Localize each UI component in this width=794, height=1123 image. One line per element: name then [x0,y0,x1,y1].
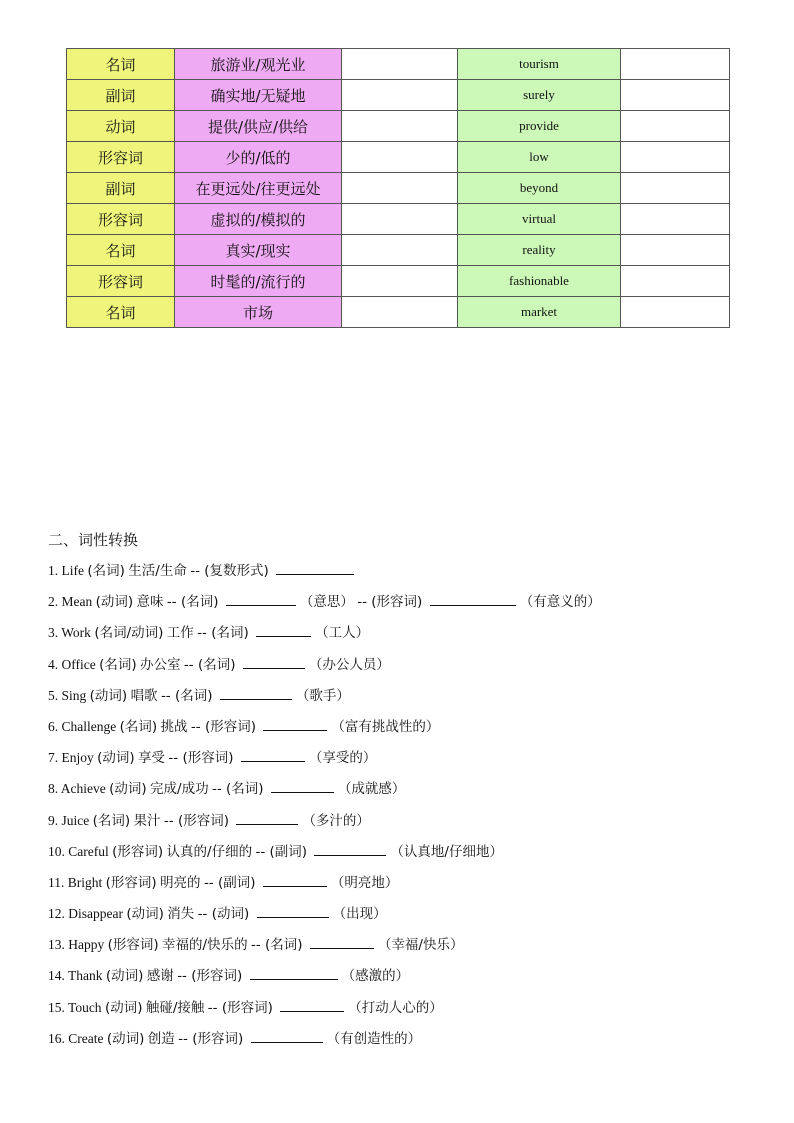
vocab-chinese-cell: 旅游业/观光业 [175,49,342,80]
exercise-item [48,715,778,746]
exercise-pos: (动词) [106,1030,145,1047]
exercise-pos: (动词) [105,968,144,985]
exercise-pos: (形容词) [112,843,164,860]
vocab-pos-cell: 副词 [67,173,175,204]
vocab-chinese-cell: 时髦的/流行的 [175,266,342,297]
exercise-word: Challenge [61,718,117,734]
exercise-number: 14. [48,968,65,984]
answer-blank[interactable] [251,1027,323,1043]
exercise-item [48,746,778,777]
exercise-number: 13. [48,937,65,953]
exercise-item [48,653,778,684]
exercise-pos: (动词) [89,687,128,704]
vocab-table [66,48,730,328]
exercise-hint: （打动人心的） [348,999,443,1016]
vocab-answer-blank[interactable] [342,49,458,80]
exercise-hint: （意思） [299,594,354,611]
vocab-english-cell: virtual [458,204,621,235]
vocab-row [67,266,730,297]
vocab-answer-blank[interactable] [621,204,730,235]
exercise-number: 11. [48,874,65,890]
exercise-target-pos: -- (形容词) [178,1030,244,1047]
exercise-item [48,684,778,715]
section-title: 二、词性转换 [48,531,139,549]
exercise-pos: (动词) [109,781,147,798]
exercise-target-pos: -- (副词) [203,874,256,891]
exercise-meaning: 感谢 [146,968,174,985]
exercise-target-pos: -- (形容词) [163,812,229,829]
vocab-row [67,142,730,173]
exercise-number: 16. [48,1030,65,1046]
exercise-word: Work [61,625,91,641]
vocab-chinese-cell: 少的/低的 [175,142,342,173]
vocab-english-cell: surely [458,80,621,111]
exercise-hint: （有创造性的） [326,1030,422,1047]
exercise-hint: （感激的） [341,968,410,985]
vocab-english-cell: beyond [458,173,621,204]
vocab-row [67,111,730,142]
exercise-item [48,621,778,652]
vocab-answer-blank[interactable] [342,297,458,328]
exercise-hint: （多汁的） [302,812,370,829]
exercise-meaning: 意味 [136,594,164,611]
vocab-pos-cell: 动词 [67,111,175,142]
answer-blank[interactable] [271,777,334,793]
vocab-answer-blank[interactable] [621,266,730,297]
answer-blank[interactable] [263,715,327,731]
exercise-word: Life [61,563,84,578]
exercise-word: Happy [68,937,105,953]
vocab-answer-blank[interactable] [621,142,730,173]
vocab-answer-blank[interactable] [342,80,458,111]
vocab-answer-blank[interactable] [621,80,730,111]
exercise-target-pos: -- (动词) [197,906,250,923]
exercise-item [48,902,778,933]
exercise-word: Office [61,656,96,672]
exercise-pos: (形容词) [105,874,157,891]
vocab-english-cell: reality [458,235,621,266]
vocab-chinese-cell: 提供/供应/供给 [175,111,342,142]
exercise-hint: （出现） [332,906,387,923]
vocab-answer-blank[interactable] [342,173,458,204]
exercise-item [48,871,778,902]
exercise-hint-2: （有意义的） [519,594,601,611]
exercise-number: 12. [48,906,65,922]
vocab-row [67,173,730,204]
answer-blank[interactable] [236,809,298,825]
exercise-word: Thank [68,968,103,984]
answer-blank[interactable] [257,902,329,918]
vocab-pos-cell: 名词 [67,235,175,266]
exercise-number: 3. [48,625,59,641]
exercise-number: 15. [48,999,65,1015]
exercise-word: Disappear [68,906,123,922]
exercise-hint: （富有挑战性的） [331,718,440,735]
exercise-word: Create [68,1030,104,1046]
exercise-pos: (名词) [119,718,158,735]
answer-blank[interactable] [226,590,296,606]
vocab-pos-cell: 副词 [67,80,175,111]
exercise-pos: (名词) [99,656,137,673]
vocab-chinese-cell: 市场 [175,297,342,328]
exercise-pos: (动词) [126,906,164,923]
word-form-section [48,528,778,1058]
exercise-meaning: 挑战 [160,718,188,735]
answer-blank[interactable] [256,621,311,637]
vocab-english-cell: provide [458,111,621,142]
exercise-pos: (形容词) [107,937,159,954]
exercise-target-pos: -- (名词) [250,937,303,954]
vocab-english-cell: tourism [458,49,621,80]
exercise-target-pos: -- (名词) [197,625,249,642]
exercise-target-pos: -- (形容词) [168,750,234,767]
exercise-hint: （享受的） [308,750,377,767]
vocab-pos-cell: 形容词 [67,204,175,235]
exercise-pos: (名词) [87,563,125,579]
exercise-item [48,1027,778,1058]
vocab-row [67,235,730,266]
exercise-meaning: 生活/生命 [128,563,187,579]
exercise-hint: （办公人员） [308,656,390,673]
exercise-target-pos: -- (形容词) [177,968,243,985]
vocab-answer-blank[interactable] [621,49,730,80]
vocab-row [67,204,730,235]
vocab-answer-blank[interactable] [621,111,730,142]
vocab-english-cell: fashionable [458,266,621,297]
vocab-pos-cell: 形容词 [67,142,175,173]
vocab-row [67,49,730,80]
exercise-target-pos-2: -- (形容词) [357,594,423,611]
answer-blank[interactable] [220,684,292,700]
vocab-pos-cell: 形容词 [67,266,175,297]
exercise-hint: （明亮地） [330,874,399,891]
exercise-word: Sing [61,687,87,703]
exercise-hint: （认真地/仔细地） [390,843,503,860]
answer-blank[interactable] [250,964,338,980]
exercise-number: 5. [48,687,59,703]
answer-blank[interactable] [243,653,305,669]
exercise-meaning: 完成/成功 [150,781,209,798]
answer-blank[interactable] [241,746,305,762]
exercise-number: 10. [48,843,65,859]
vocab-english-cell: market [458,297,621,328]
vocab-answer-blank[interactable] [621,235,730,266]
vocab-chinese-cell: 在更远处/往更远处 [175,173,342,204]
exercise-pos: (动词) [95,594,134,611]
vocab-answer-blank[interactable] [342,266,458,297]
exercise-number: 7. [48,750,59,766]
exercise-item [48,964,778,995]
answer-blank[interactable] [280,996,344,1012]
vocab-english-cell: low [458,142,621,173]
exercise-target-pos: -- (名词) [183,656,236,673]
exercise-number: 2. [48,594,59,610]
exercise-meaning: 工作 [166,625,194,642]
exercise-number: 9. [48,812,59,828]
exercise-word: Mean [61,594,93,610]
exercise-meaning: 明亮的 [160,874,201,891]
vocab-answer-blank[interactable] [342,204,458,235]
exercise-target-pos: -- (副词) [255,843,308,860]
exercise-meaning: 认真的/仔细的 [166,843,253,860]
exercise-number: 6. [48,718,59,734]
vocab-pos-cell: 名词 [67,49,175,80]
answer-blank[interactable] [314,840,386,856]
exercise-item [48,559,778,590]
exercise-list [48,559,778,1058]
exercise-target-pos: -- (名词) [166,594,219,611]
exercise-meaning: 果汁 [133,812,161,829]
vocab-chinese-cell: 确实地/无疑地 [175,80,342,111]
vocab-answer-blank[interactable] [621,297,730,328]
exercise-word: Touch [68,999,102,1015]
vocab-answer-blank[interactable] [342,111,458,142]
exercise-meaning: 创造 [147,1030,175,1047]
exercise-word: Bright [67,874,103,890]
exercise-pos: (名词/动词) [94,625,164,642]
exercise-word: Juice [61,812,90,828]
exercise-meaning: 享受 [138,750,166,767]
exercise-word: Achieve [60,781,106,797]
exercise-item [48,996,778,1027]
exercise-item [48,590,778,621]
exercise-meaning: 触碰/接触 [145,999,205,1016]
exercise-meaning: 幸福的/快乐的 [162,937,248,954]
answer-blank[interactable] [310,933,374,949]
exercise-hint: （幸福/快乐） [377,937,464,954]
answer-blank[interactable] [276,559,354,575]
exercise-item [48,933,778,964]
exercise-target-pos: -- (形容词) [190,718,256,735]
exercise-hint: （歌手） [295,687,350,704]
vocab-row [67,297,730,328]
exercise-target-pos: -- (形容词) [207,999,273,1016]
exercise-word: Enjoy [61,750,94,766]
exercise-pos: (动词) [104,999,143,1016]
vocab-chinese-cell: 虚拟的/模拟的 [175,204,342,235]
exercise-number: 1. [48,563,59,578]
exercise-meaning: 唱歌 [130,687,158,704]
exercise-item [48,809,778,840]
exercise-number: 4. [48,656,59,672]
vocab-chinese-cell: 真实/现实 [175,235,342,266]
vocab-answer-blank[interactable] [342,142,458,173]
exercise-meaning: 办公室 [140,656,181,673]
exercise-hint: （工人） [315,625,370,642]
exercise-target-pos: -- (名词) [211,781,264,798]
exercise-item [48,777,778,808]
exercise-pos: (名词) [92,812,131,829]
exercise-hint: （成就感） [337,781,406,798]
answer-blank[interactable] [263,871,327,887]
exercise-target-pos: -- (复数形式) [190,563,269,579]
exercise-target-pos: -- (名词) [160,687,213,704]
exercise-meaning: 消失 [167,906,195,923]
vocab-row [67,80,730,111]
exercise-number: 8. [48,781,59,797]
exercise-item [48,840,778,871]
vocab-pos-cell: 名词 [67,297,175,328]
exercise-pos: (动词) [97,750,135,767]
vocab-answer-blank[interactable] [342,235,458,266]
exercise-word: Careful [68,843,109,859]
vocab-answer-blank[interactable] [621,173,730,204]
answer-blank[interactable] [430,590,516,606]
